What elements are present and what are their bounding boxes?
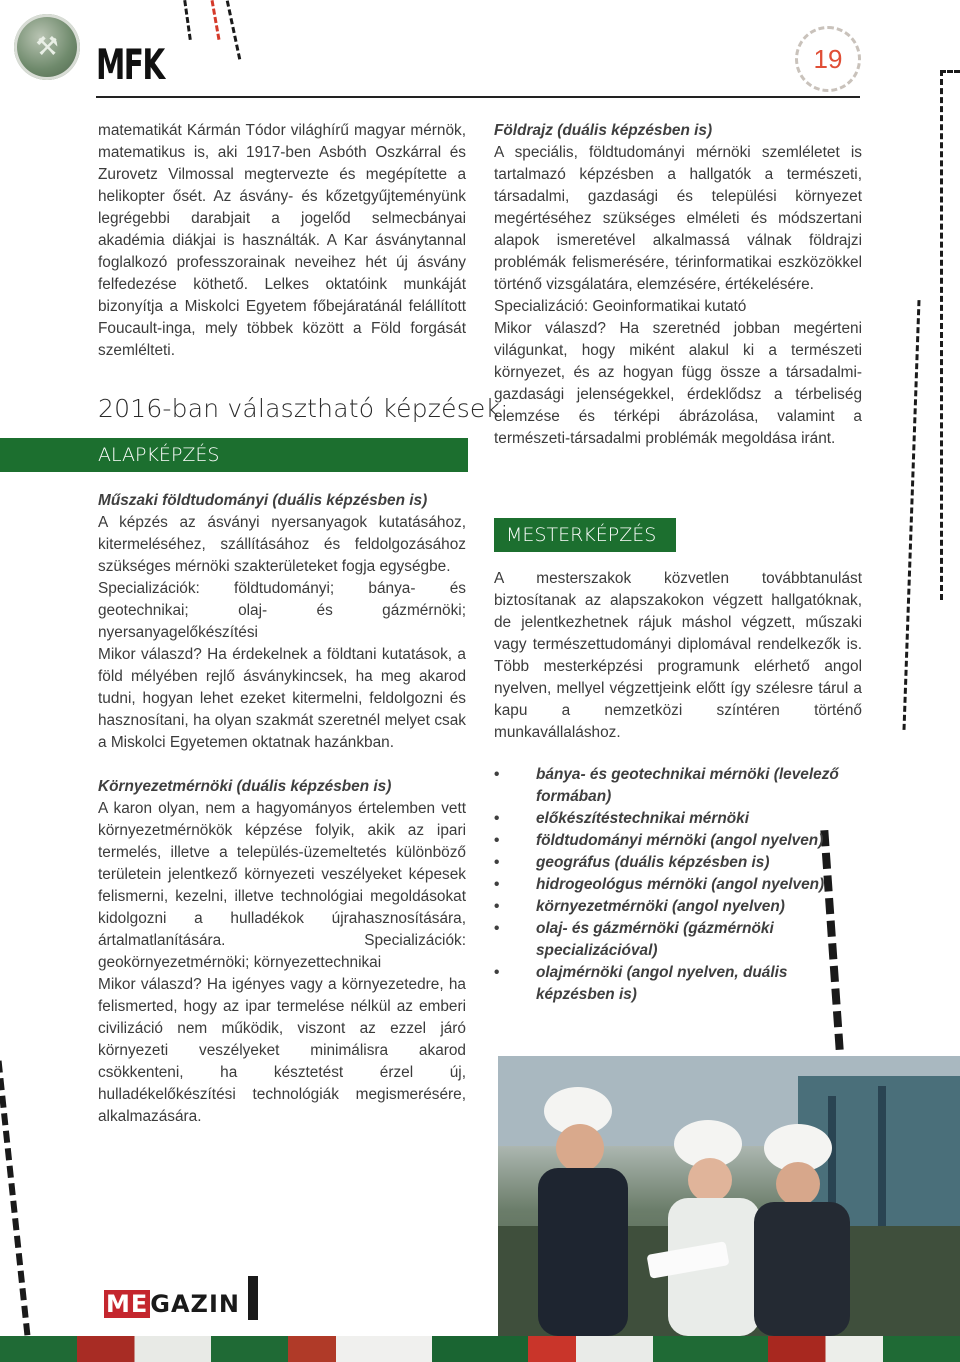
dashed-line-right-2 [902, 300, 920, 730]
hammer-icon: ⚒ [35, 32, 59, 62]
dashed-line-top-2 [226, 0, 241, 59]
left-column-programs [98, 490, 466, 1128]
intro-paragraph: matematikát Kármán Tódor világhírű magyar mérnök, matematikus is, aki 1917-ben Asbóth Oszkárral és Zurovetz Vilmossal megtervezte és megépítette a helikopter ősét. Az ásvány- és kőzetgyűjteményünk legrégebbi darabjait a jogelőd selmecbányai akadémia diákjai is használták. A Kar ásványtannal foglalkozó professzorainak neveihez hét új ásvány felfedezése köthető. Lelkes oktatóink munkáját bizonyítja a Miskolci Egyetem főbejáratánál felállított Foucault-inga, mely többek között a Föld forgását szemlélteti. [98, 122, 466, 359]
program-title: Környezetmérnöki (duális képzésben is) [98, 778, 392, 795]
program-description: A karon olyan, nem a hagyományos értelemben vett környezetmérnökök képzése folyik, akik az ipari termelés, illetve a település-üzemeltetés különböző területein jelentkező környezeti veszélyeket képesek felismerni, kezelni, illetve technológiai megoldásokat kidolgozni a hulladékok újrahasznosítására, ártalmatlanítására. Specializációk: geokörnyezetmérnöki; környezettechnikai [98, 800, 466, 971]
dashed-line-right-top [940, 70, 960, 73]
workers-photo [498, 1056, 960, 1336]
program-why: Mikor válaszd? Ha szeretnéd jobban megérteni világunkat, hogy miként alakul ki a természeti környezet, és az hogyan függ össze a társadalmi-gazdasági jelenségekkel, érdeklődsz a térbeliség elemzése és térképi ábrázolása, valamint a természeti-társadalmi problémák megoldása iránt. [494, 320, 862, 447]
page-number: 19 [813, 44, 843, 74]
workers-photo-illustration [498, 1056, 960, 1336]
list-item: • előkészítéstechnikai mérnöki [492, 808, 852, 830]
program-why: Mikor válaszd? Ha igényes vagy a környezetedre, ha felismerted, hogy az ipar termelése nélkül az emberi civilizáció nem működik, viszont az ezzel járó környezeti veszélyeket minimálisra akarod csökkenteni, ha késztetést érzel új, hulladékelőkészítési technológiák megismerésére, alkalmazására. [98, 976, 466, 1125]
dashed-line-left-bottom [0, 1060, 30, 1335]
list-item: • bánya- és geotechnikai mérnöki (levelező formában) [492, 764, 852, 808]
alapkepzes-bar [0, 438, 468, 472]
mesterkepzes-label: MESTERKÉPZÉS [506, 524, 657, 546]
header-rule [96, 96, 860, 98]
faculty-logo [14, 14, 80, 80]
program-description: A speciális, földtudományi mérnöki szemléletet is tartalmazó képzésben a hallgatók a természeti, társadalmi, gazdasági és települési környezet megértéséhez szükséges elméleti és módszertani alapok ismeretével alkalmassá válnak földrajzi problémák felismerésére, térinformatikai eszközökkel történő vizsgálatára, elemzésére, értékelésére. [494, 144, 862, 293]
list-item: • hidrogeológus mérnöki (angol nyelven) [492, 874, 852, 896]
list-item: • földtudományi mérnöki (angol nyelven) [492, 830, 852, 852]
dashed-line-top-red [211, 0, 221, 40]
master-course-list [492, 764, 852, 1006]
program-specializations: Specializáció: Geoinformatikai kutató [494, 298, 747, 315]
list-item: • olaj- és gázmérnöki (gázmérnöki specializációval) [492, 918, 852, 962]
program-description: A képzés az ásványi nyersanyagok kutatásához, kitermeléséhez, szállításához és feldolgozásához szükséges mérnöki szakterületeket fogja egységbe. [98, 514, 466, 575]
decorative-bottom-strip [0, 1336, 960, 1362]
left-column [98, 120, 466, 362]
dashed-line-top [183, 0, 192, 40]
master-intro [494, 568, 862, 744]
list-item: • környezetmérnöki (angol nyelven) [492, 896, 852, 918]
right-column [494, 120, 862, 450]
master-description: A mesterszakok közvetlen továbbtanulást biztosítanak az alapszakokon végzett hallgatóknak, de jelentkezhetnek rájuk máshol végzett, műszaki vagy természettudományi diplomával rendelkezők is. Több mesterképzési programunk elérhető angol nyelven, mellyel végzettjeink előtt így szélesre tárul a kapu a nemzetközi színtéren történő munkavállaláshoz. [494, 570, 862, 741]
megazin-logo: MEGAZIN [106, 1290, 240, 1318]
program-title: Földrajz (duális képzésben is) [494, 122, 713, 139]
list-item: • olajmérnöki (angol nyelven, duális képzésben is) [492, 962, 852, 1006]
program-specializations: Specializációk: földtudományi; bánya- és geotechnikai; olaj- és gázmérnöki; nyersanyagelőkészítési [98, 580, 466, 641]
program-why: Mikor válaszd? Ha érdekelnek a földtani kutatások, a föld mélyében rejlő ásványkincsek, ha meg akarod tudni, hogyan lehet ezeket kitermelni, feldolgozni és hasznosítani, ha olyan szakmát szeretnél melyet csak a Miskolci Egyetemen oktatnak hazánkban. [98, 646, 466, 751]
dashed-line-right [940, 70, 943, 600]
program-title: Műszaki földtudományi (duális képzésben is) [98, 492, 428, 509]
list-item: • geográfus (duális képzésben is) [492, 852, 852, 874]
section-heading: 2016-ban választható képzések: [98, 394, 509, 423]
brand-title: MFK [96, 40, 164, 89]
alapkepzes-label: ALAPKÉPZÉS [98, 444, 220, 466]
megazin-logo-bar [248, 1276, 258, 1320]
